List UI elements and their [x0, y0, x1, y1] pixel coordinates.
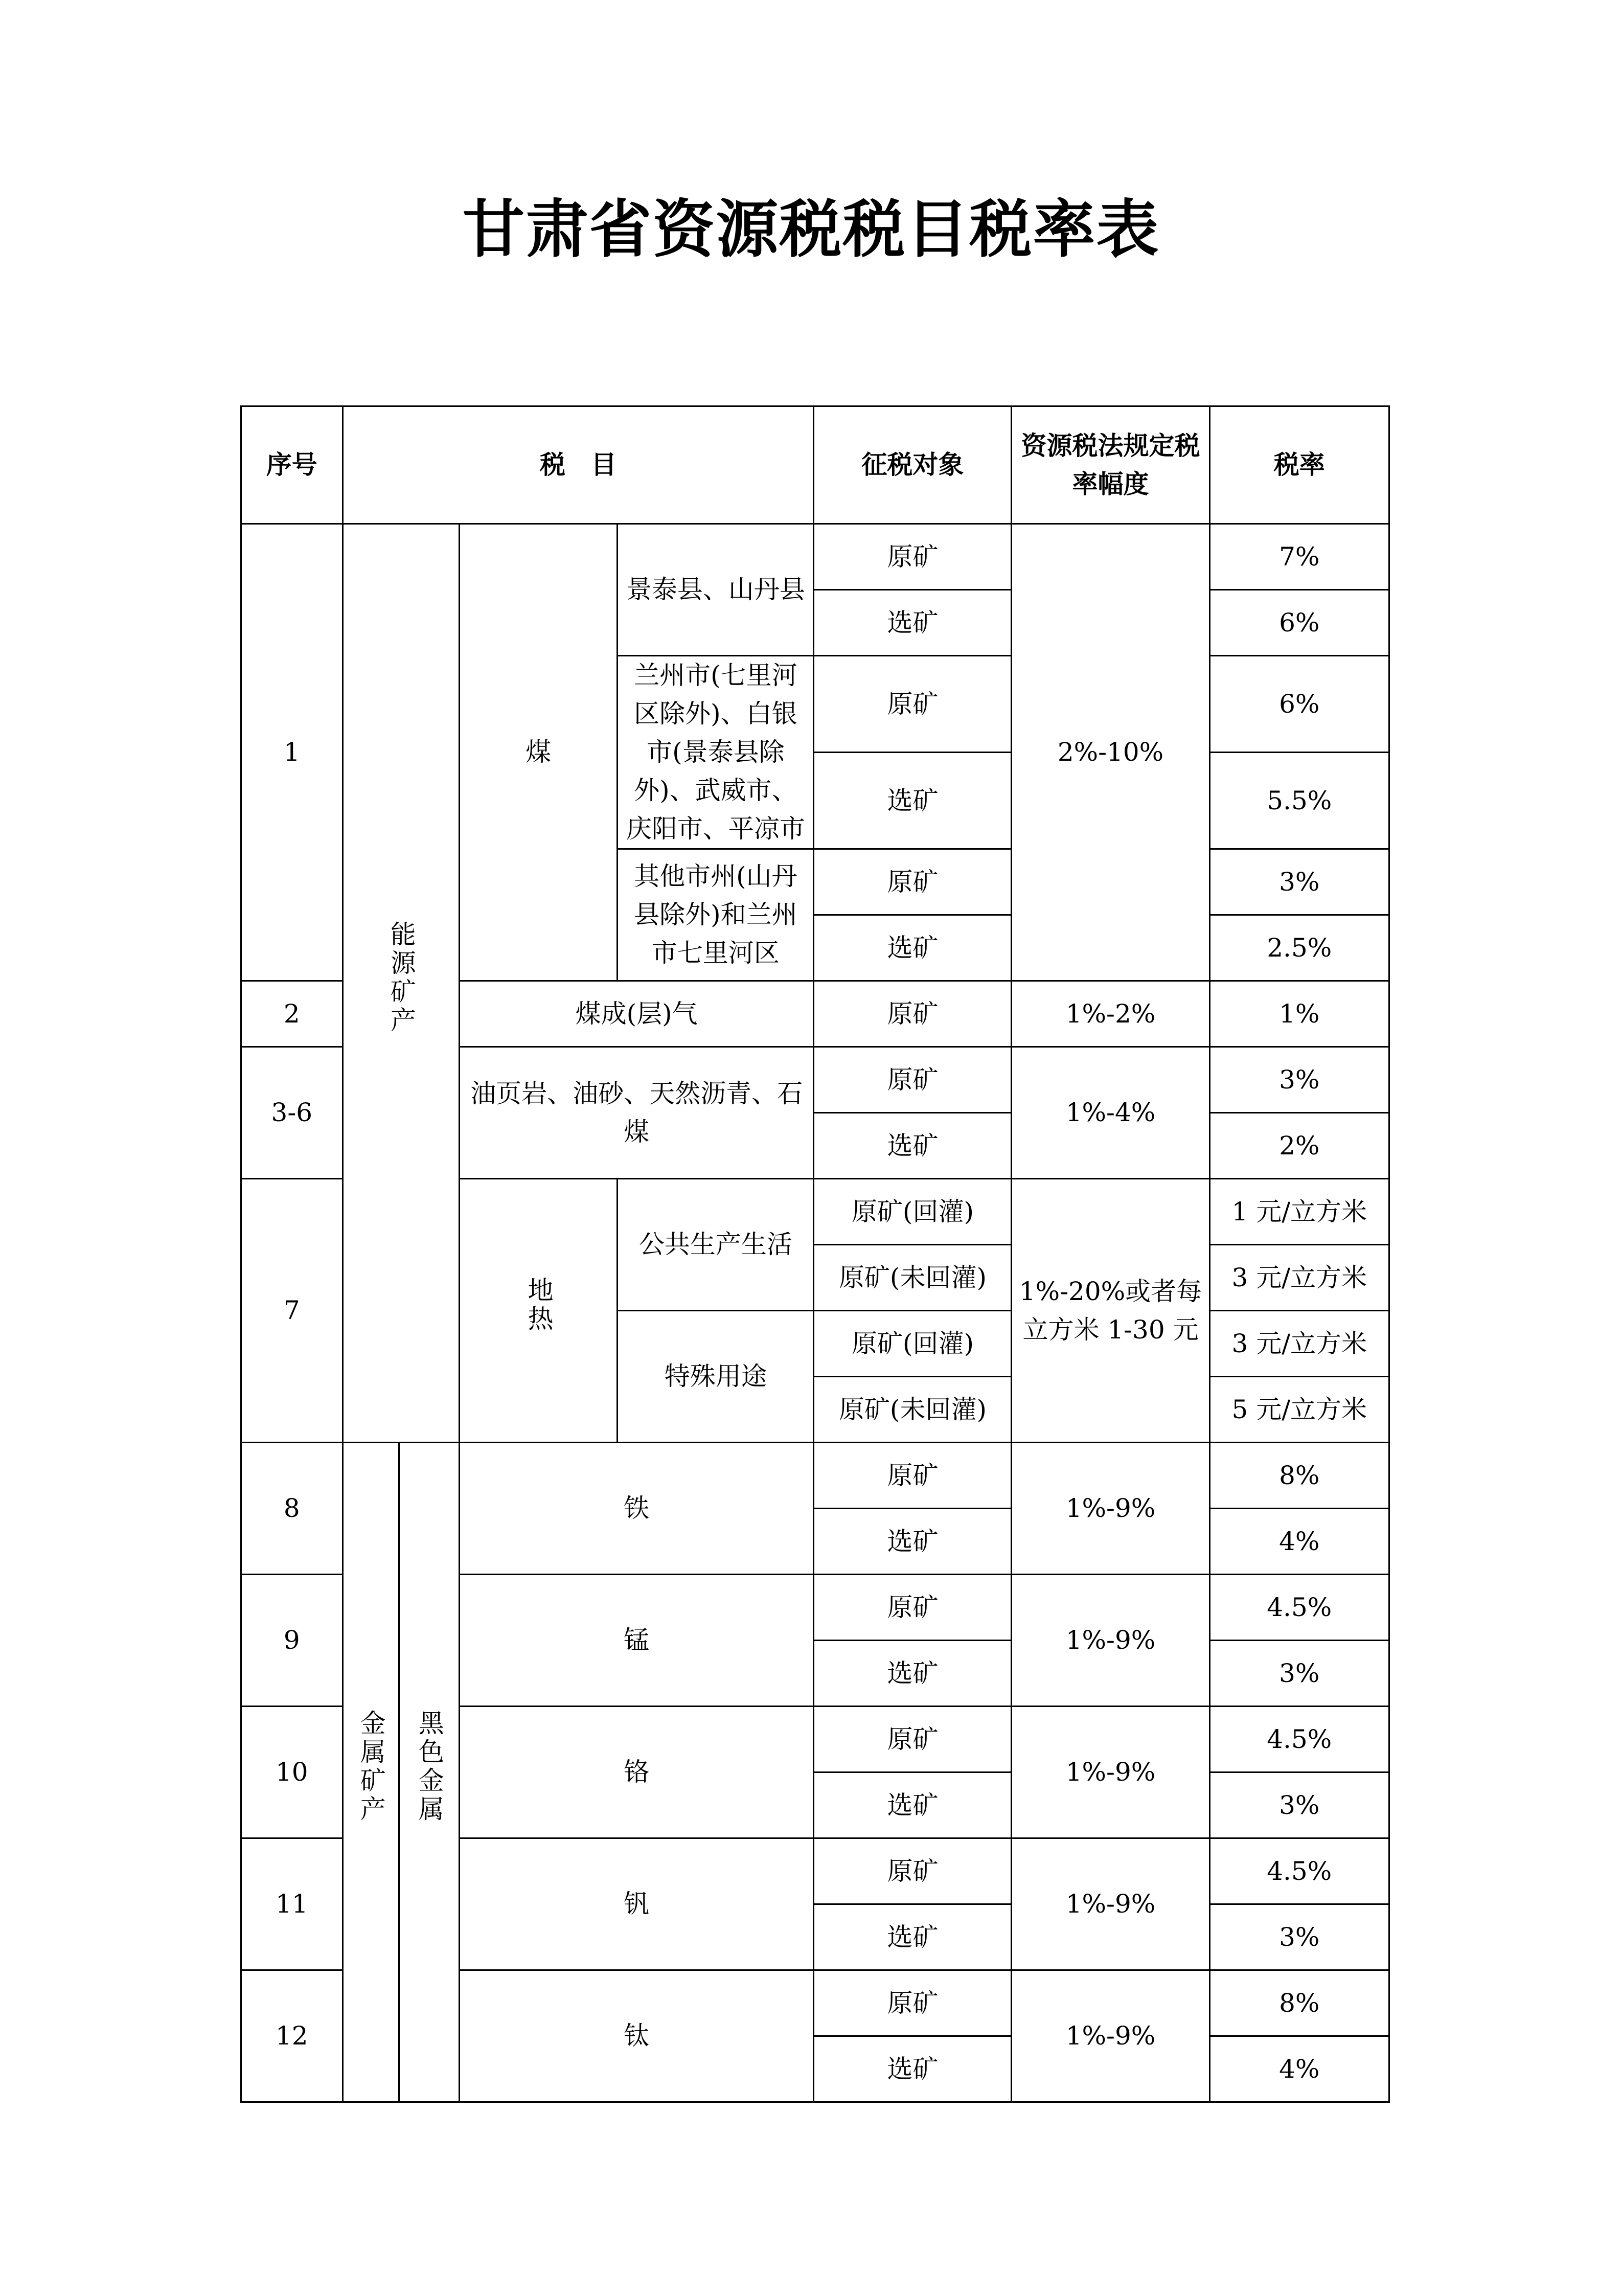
- table-row: [241, 1443, 1389, 1509]
- subgroup-coal: 煤: [459, 524, 618, 981]
- range-cell: 1%-9%: [1012, 1970, 1209, 2102]
- object-cell: 原矿: [814, 1707, 1012, 1772]
- object-cell: 原矿: [814, 524, 1012, 590]
- range-cell: 1%-20%或者每立方米 1-30 元: [1012, 1179, 1209, 1443]
- seq-cell: 10: [241, 1707, 343, 1838]
- object-cell: 选矿: [814, 915, 1012, 981]
- subgroup-ferrous: [399, 1443, 459, 2102]
- seq-cell: 1: [241, 524, 343, 981]
- tax-rate-table: [240, 405, 1390, 2103]
- geo-use-2: 特殊用途: [618, 1311, 814, 1443]
- header-range: 资源税法规定税率幅度: [1012, 406, 1209, 524]
- item-name: 锰: [459, 1575, 814, 1707]
- table-header-row: [241, 406, 1389, 524]
- seq-cell: 8: [241, 1443, 343, 1575]
- range-cell: 1%-9%: [1012, 1838, 1209, 1970]
- rate-cell: 3%: [1209, 1772, 1389, 1838]
- object-cell: 原矿: [814, 1838, 1012, 1904]
- rate-cell: 2%: [1209, 1113, 1389, 1179]
- group-energy: [342, 524, 459, 1443]
- object-cell: 原矿(回灌): [814, 1179, 1012, 1245]
- item-name: 钒: [459, 1838, 814, 1970]
- item-name: 钛: [459, 1970, 814, 2102]
- table-row: [241, 524, 1389, 590]
- rate-cell: 6%: [1209, 590, 1389, 656]
- range-cell: 1%-9%: [1012, 1575, 1209, 1707]
- rate-cell: 3%: [1209, 1904, 1389, 1970]
- subgroup-geothermal: [459, 1179, 618, 1443]
- object-cell: 选矿: [814, 1772, 1012, 1838]
- seq-cell: 7: [241, 1179, 343, 1443]
- range-cell: 1%-2%: [1012, 981, 1209, 1047]
- rate-cell: 4.5%: [1209, 1838, 1389, 1904]
- object-cell: 选矿: [814, 1509, 1012, 1575]
- rate-cell: 3 元/立方米: [1209, 1311, 1389, 1377]
- subgroup-ferrous-label: 黑色金属: [414, 1710, 444, 1824]
- coal-region-1: 景泰县、山丹县: [618, 524, 814, 656]
- rate-cell: 4%: [1209, 1509, 1389, 1575]
- object-cell: 原矿: [814, 1443, 1012, 1509]
- header-item: 税 目: [342, 406, 814, 524]
- rate-cell: 4.5%: [1209, 1575, 1389, 1641]
- object-cell: 原矿(未回灌): [814, 1377, 1012, 1443]
- object-cell: 原矿: [814, 849, 1012, 915]
- header-seq: 序号: [241, 406, 343, 524]
- rate-cell: 3%: [1209, 1047, 1389, 1113]
- rate-cell: 6%: [1209, 656, 1389, 753]
- group-metal-label: 金属矿产: [356, 1710, 386, 1824]
- page-title: 甘肃省资源税税目税率表: [462, 192, 1160, 266]
- object-cell: 选矿: [814, 590, 1012, 656]
- rate-cell: 5.5%: [1209, 753, 1389, 849]
- rate-cell: 5 元/立方米: [1209, 1377, 1389, 1443]
- rate-cell: 2.5%: [1209, 915, 1389, 981]
- seq-cell: 12: [241, 1970, 343, 2102]
- object-cell: 选矿: [814, 2036, 1012, 2102]
- rate-cell: 1%: [1209, 981, 1389, 1047]
- coal-region-3: 其他市州(山丹县除外)和兰州市七里河区: [618, 849, 814, 981]
- object-cell: 选矿: [814, 1113, 1012, 1179]
- item-name: 煤成(层)气: [459, 981, 814, 1047]
- item-name: 铬: [459, 1707, 814, 1838]
- item-name: 铁: [459, 1443, 814, 1575]
- rate-cell: 4.5%: [1209, 1707, 1389, 1772]
- rate-cell: 7%: [1209, 524, 1389, 590]
- object-cell: 选矿: [814, 1904, 1012, 1970]
- coal-region-2: 兰州市(七里河区除外)、白银市(景泰县除外)、武威市、庆阳市、平凉市: [618, 656, 814, 849]
- subgroup-geothermal-label: 地热: [523, 1277, 554, 1334]
- range-cell: 1%-9%: [1012, 1443, 1209, 1575]
- seq-cell: 11: [241, 1838, 343, 1970]
- seq-cell: 2: [241, 981, 343, 1047]
- rate-cell: 1 元/立方米: [1209, 1179, 1389, 1245]
- object-cell: 选矿: [814, 753, 1012, 849]
- seq-cell: 3-6: [241, 1047, 343, 1179]
- object-cell: 原矿: [814, 981, 1012, 1047]
- range-cell: 2%-10%: [1012, 524, 1209, 981]
- object-cell: 原矿: [814, 1970, 1012, 2036]
- object-cell: 原矿: [814, 656, 1012, 753]
- geo-use-1: 公共生产生活: [618, 1179, 814, 1311]
- object-cell: 选矿: [814, 1641, 1012, 1707]
- range-cell: 1%-9%: [1012, 1707, 1209, 1838]
- rate-cell: 3 元/立方米: [1209, 1245, 1389, 1311]
- range-cell: 1%-4%: [1012, 1047, 1209, 1179]
- rate-cell: 3%: [1209, 849, 1389, 915]
- seq-cell: 9: [241, 1575, 343, 1707]
- object-cell: 原矿(未回灌): [814, 1245, 1012, 1311]
- rate-cell: 8%: [1209, 1443, 1389, 1509]
- rate-cell: 8%: [1209, 1970, 1389, 2036]
- object-cell: 原矿: [814, 1575, 1012, 1641]
- group-energy-label: 能源矿产: [386, 920, 416, 1035]
- group-metal: [342, 1443, 399, 2102]
- item-name: 油页岩、油砂、天然沥青、石煤: [459, 1047, 814, 1179]
- rate-cell: 4%: [1209, 2036, 1389, 2102]
- header-rate: 税率: [1209, 406, 1389, 524]
- rate-cell: 3%: [1209, 1641, 1389, 1707]
- object-cell: 原矿(回灌): [814, 1311, 1012, 1377]
- header-object: 征税对象: [814, 406, 1012, 524]
- object-cell: 原矿: [814, 1047, 1012, 1113]
